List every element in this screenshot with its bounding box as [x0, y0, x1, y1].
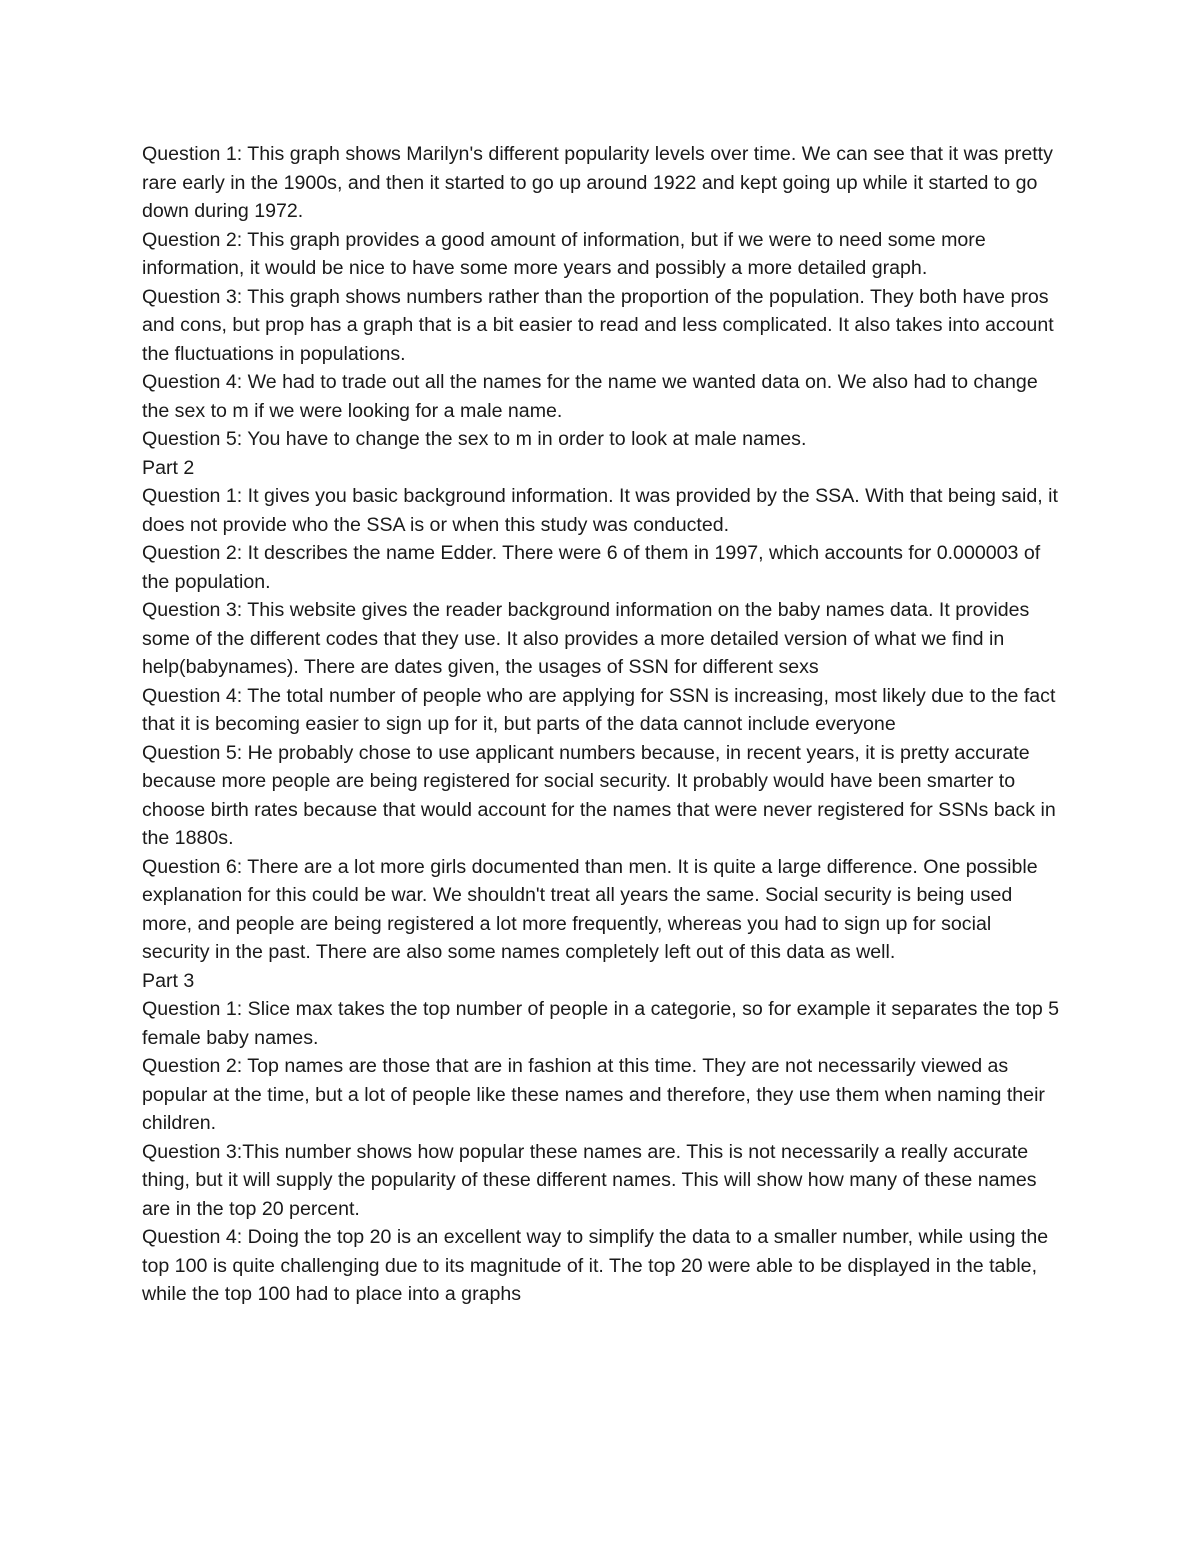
paragraph-part1-question-4: Question 4: We had to trade out all the names for the name we wanted data on. We also had to change the sex to m if we were looking for a male name. — [142, 371, 1038, 422]
paragraph-part2-question-5: Question 5: He probably chose to use applicant numbers because, in recent years, it is pretty accurate because more people are being registered for social security. It probably would have been smarter to choose birth rates because that would account for the names that were never registered for SSNs back in the 1880s. — [142, 741, 1056, 849]
paragraph-part1-question-5: Question 5: You have to change the sex to m in order to look at male names. — [142, 428, 807, 450]
document-body — [142, 140, 1062, 1309]
paragraph-part3-question-1: Question 1: Slice max takes the top number of people in a categorie, so for example it separates the top 5 female baby names. — [142, 998, 1060, 1049]
paragraph-part3-question-4: Question 4: Doing the top 20 is an excellent way to simplify the data to a smaller number, while using the top 100 is quite challenging due to its magnitude of it. The top 20 were able to be displayed in the table, while the top 100 had to place into a graphs — [142, 1226, 1049, 1305]
paragraph-part2-question-2: Question 2: It describes the name Edder. There were 6 of them in 1997, which accounts for 0.000003 of the population. — [142, 542, 1041, 593]
paragraph-part1-question-1: Question 1: This graph shows Marilyn's different popularity levels over time. We can see that it was pretty rare early in the 1900s, and then it started to go up around 1922 and kept going up while it started to go down during 1972. — [142, 143, 1053, 222]
paragraph-part1-question-3: Question 3: This graph shows numbers rather than the proportion of the population. They both have pros and cons, but prop has a graph that is a bit easier to read and less complicated. It also takes into account the fluctuations in populations. — [142, 285, 1054, 365]
section-heading-part-3: Part 3 — [142, 969, 195, 992]
paragraph-part3-question-3: Question 3:This number shows how popular these names are. This is not necessarily a really accurate thing, but it will supply the popularity of these different names. This will show how many of these names are in the top 20 percent. — [142, 1140, 1037, 1220]
paragraph-part2-question-4: Question 4: The total number of people who are applying for SSN is increasing, most likely due to the fact that it is becoming easier to sign up for it, but parts of the data cannot include everyone — [142, 684, 1056, 735]
paragraph-part3-question-2: Question 2: Top names are those that are in fashion at this time. They are not necessarily viewed as popular at the time, but a lot of people like these names and therefore, they use them when naming their children. — [142, 1055, 1045, 1134]
paragraph-part2-question-6: Question 6: There are a lot more girls documented than men. It is quite a large difference. One possible explanation for this could be war. We shouldn't treat all years the same. Social security is being used more, and people are being registered a lot more frequently, whereas you had to sign up for social security in the past. There are also some names completely left out of this data as well. — [142, 855, 1038, 963]
paragraph-part2-question-1: Question 1: It gives you basic background information. It was provided by the SSA. With that being said, it does not provide who the SSA is or when this study was conducted. — [142, 485, 1058, 536]
paragraph-part1-question-2: Question 2: This graph provides a good amount of information, but if we were to need some more information, it would be nice to have some more years and possibly a more detailed graph. — [142, 228, 986, 279]
section-heading-part-2: Part 2 — [142, 456, 195, 479]
paragraph-part2-question-3: Question 3: This website gives the reader background information on the baby names data. It provides some of the different codes that they use. It also provides a more detailed version of what we find in help(babynames). There are dates given, the usages of SSN for different sexs — [142, 599, 1030, 678]
